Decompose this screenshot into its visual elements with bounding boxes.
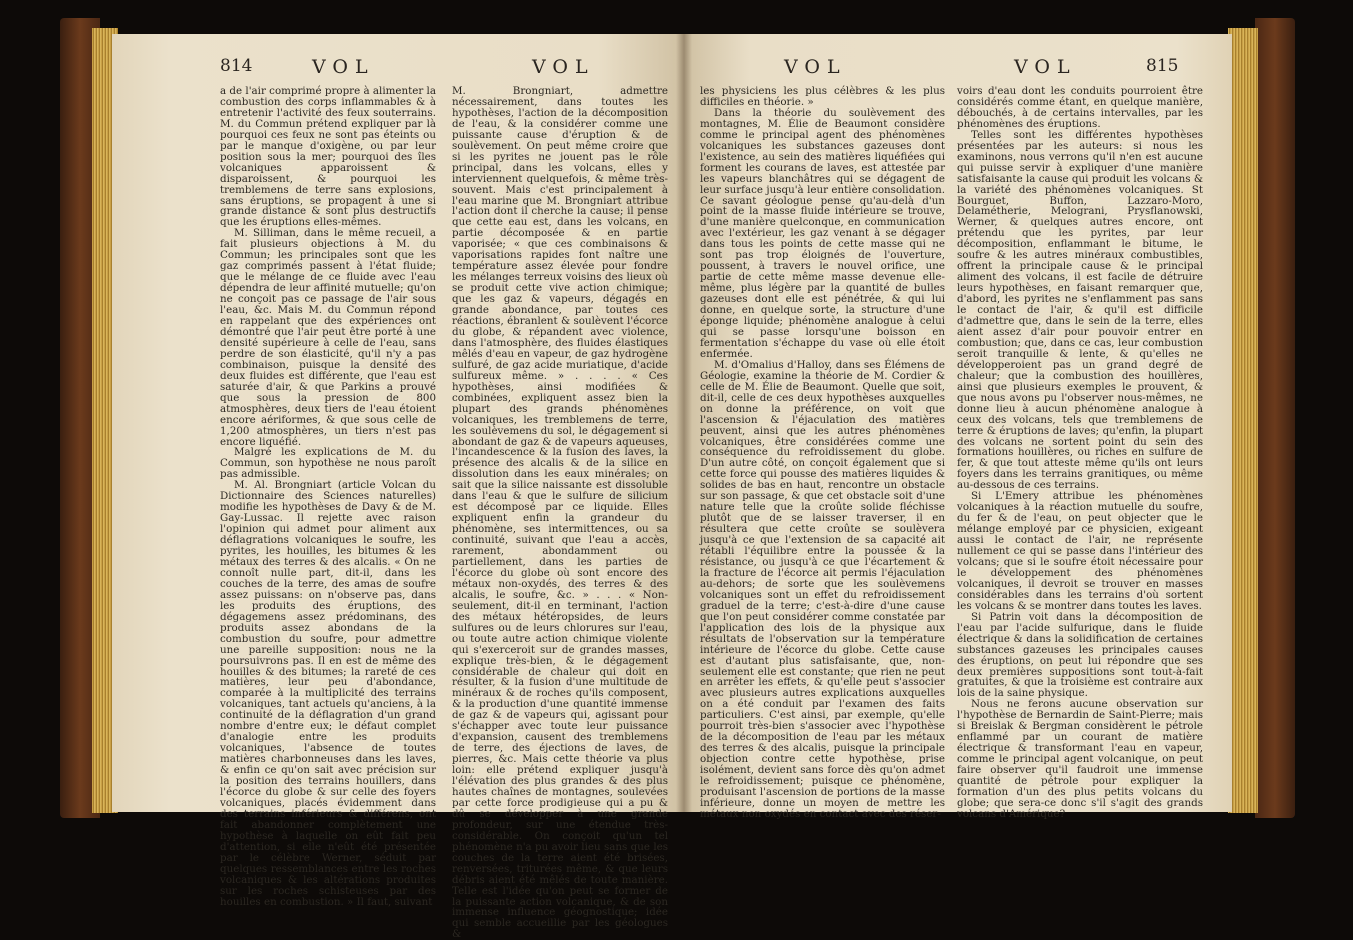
paragraph: les physiciens les plus célèbres & les plus difficiles en théorie. » (700, 85, 945, 108)
running-header-right: VOL (1014, 56, 1077, 78)
book-cover-right (1255, 18, 1295, 818)
paragraph: M. d'Omalius d'Halloy, dans ses Élémens de Géologie, examine la théorie de M. Cordier & celle de M. Élie de Beaumont. Quelle que soit, dit-il, celle de ces deux hypothèses auxquelles on donne la préférence, on voit que l'ascension & l'éjaculation des matières peuvent, ainsi que les autres phénomènes volcaniques, être considérées comme une conséquence du refroidissement du globe. D'un autre côté, on conçoit également que si cette force qui pousse des matières liquides & solides de bas en haut, rencontre un obstacle sur son passage, & que cet obstacle soit d'une nature telle que la croûte solide fléchisse plutôt que de se laisser traverser, il en résultera que cette croûte se soulèvera jusqu'à ce que l'extension de sa capacité ait rétabli l'équilibre entre la poussée & la résistance, ou jusqu'à ce que l'écartement & la fracture de l'écorce ait permis l'éjaculation au-dehors; de sorte que les soulèvemens volcaniques sont un effet du refroidissement graduel de la terre; c'est-à-dire d'une cause que l'on peut considérer comme constatée par l'application des lois de la physique aux résultats de l'observation sur la température intérieure de l'écorce du globe. Cette cause est d'autant plus satisfaisante, que, non-seulement elle est constante; que rien ne peut en arrêter les effets, & qu'elle peut s'associer avec plusieurs autres explications auxquelles on a été conduit par l'examen des faits particuliers. C'est ainsi, par exemple, qu'elle pourroit très-bien s'associer avec l'hypothèse de la décomposition de l'eau par les métaux des terres & des alcalis, puisque la principale objection contre cette hypothèse, prise isolément, devient sans force dès qu'on admet le refroidissement; puisque ce phénomène, produisant l'ascension de portions de la masse inférieure, donne un moyen de mettre les métaux non oxydés en contact avec des réser- (700, 358, 945, 820)
running-header-right: VOL (532, 56, 595, 78)
text-column-2 (452, 86, 668, 940)
gilt-page-edges-right (1228, 28, 1258, 813)
left-page (112, 34, 684, 940)
page-number: 815 (1146, 56, 1179, 76)
paragraph: Si L'Emery attribue les phénomènes volcaniques à la réaction mutuelle du soufre, du fer & de l'eau, on peut objecter que le mélange employé par ce physicien, exigeant aussi le contact de l'air, ne représente nullement ce qui se passe dans l'intérieur des volcans; que si le soufre étoit nécessaire pour le développement des phénomènes volcaniques, il devroit se trouver en masses considérables dans les terrains d'où sortent les volcans & se montrer dans toutes les laves. (957, 490, 1203, 612)
paragraph: M. Al. Brongniart (article Volcan du Dictionnaire des Sciences naturelles) modifie les hypothèses de Davy & de M. Gay-Lussac. Il rejette avec raison l'opinion qui admet pour aliment aux déflagrations volcaniques le soufre, les pyrites, les houilles, les bitumes & les métaux des terres & des alcalis. « On ne connoît nulle part, dit-il, dans les couches de la terre, des amas de soufre assez puissans: on n'observe pas, dans les produits des éruptions, des dégagemens assez prédominans, des produits assez abondans de la combustion du soufre, pour admettre une pareille supposition: nous ne la poursuivrons pas. Il en est de même des houilles & des bitumes; la rareté de ces matières, leur peu d'abondance, comparée à la multiplicité des terrains volcaniques, tant actuels qu'anciens, à la continuité de la déflagration d'un grand nombre d'entre eux; le défaut complet d'analogie entre les produits volcaniques, l'absence de toutes matières charbonneuses dans les laves, & enfin ce qu'on sait avec précision sur la position des terrains houillers, dans l'écorce du globe & sur celle des foyers volcaniques, placés évidemment dans des terrains inférieurs & différens, ont fait abandonner complètement une hypothèse à laquelle on eût fait peu d'attention, si elle n'eût été présentée par le célèbre Werner, séduit par quelques ressemblances entre les roches volcaniques & les altérations produites sur les roches schisteuses par des houilles en combustion. » Il faut, suivant (220, 479, 436, 908)
paragraph: Malgré les explications de M. du Commun, son hypothèse ne nous paroît pas admissible. (220, 446, 436, 481)
text-column-1 (700, 86, 945, 820)
right-page (684, 34, 1232, 820)
paragraph: Telles sont les différentes hypothèses présentées par les auteurs: si nous les examinons, nous verrons qu'il n'en est aucune qui puisse servir à expliquer d'une manière satisfaisante la cause qui produit les volcans & la variété des phénomènes volcaniques. St Bourguet, Buffon, Lazzaro-Moro, Delamétherie, Melograni, Prysflanowski, Werner, & quelques autres encore, ont prétendu que les pyrites, par leur décomposition, enflammant le bitume, le soufre & les autres minéraux combustibles, offrent la principale cause & le principal aliment des volcans, il est facile de détruire leurs hypothèses, en faisant remarquer que, d'abord, les pyrites ne s'enflamment pas sans le contact de l'air, & qu'il est difficile d'admettre que, dans le sein de la terre, elles aient assez d'air pour pouvoir entrer en combustion; que, dans ce cas, leur combustion seroit tranquille & lente, & qu'elles ne développeroient pas un grand degré de chaleur; que la combustion des houillères, ainsi que plusieurs exemples le prouvent, & que nous avons pu l'observer nous-mêmes, ne donne lieu à aucun phénomène analogue à ceux des volcans, tels que tremblemens de terre & éruptions de laves; qu'enfin, la plupart des volcans ne sortent point du sein des formations houillères, ou riches en sulfure de fer, & que tout atteste même qu'ils ont leurs foyers dans les terrains granitiques, ou même au-dessous de ces terrains. (957, 128, 1203, 492)
paragraph: Nous ne ferons aucune observation sur l'hypothèse de Bernardin de Saint-Pierre; mais si Breislak & Bergman considèrent le pétrole enflammé par un courant de matière électrique & transformant l'eau en vapeur, comme le principal agent volcanique, on peut faire observer qu'il faudroit une immense quantité de pétrole pour expliquer la formation d'un des plus petits volcans du globe; que sera-ce donc s'il s'agit des grands volcans d'Amérique? (957, 698, 1203, 820)
text-column-2 (957, 86, 1203, 820)
running-header-left: VOL (312, 56, 375, 78)
paragraph: Dans la théorie du soulèvement des montagnes, M. Élie de Beaumont considère comme le principal agent des phénomènes volcaniques les substances gazeuses dont l'existence, au sein des matières liquéfiées qui forment les courans de laves, est attestée par les vapeurs blanchâtres qui se dégagent de leur surface jusqu'à leur entière consolidation. Ce savant géologue pense qu'au-delà d'un point de la masse fluide intérieure se trouve, d'une manière quelconque, en communication avec l'extérieur, les gaz venant à se dégager dans tous les points de cette masse qui ne sont pas trop éloignés de l'ouverture, poussent, à travers le nouvel orifice, une partie de cette même masse devenue elle-même, plus légère par la quantité de bulles gazeuses dont elle est pénétrée, & qui lui donne, en quelque sorte, la structure d'une éponge liquide; phénomène analogue à celui qui se passe lorsqu'une boisson en fermentation s'échappe du vase où elle étoit enfermée. (700, 106, 945, 360)
page-number: 814 (220, 56, 253, 76)
running-header-left: VOL (784, 56, 847, 78)
paragraph: Si Patrin voit dans la décomposition de l'eau par l'acide sulfurique, dans le fluide électrique & dans la solidification de certaines substances gazeuses les principales causes des éruptions, on peut lui répondre que ses deux premières suppositions sont tout-à-fait gratuites, & que la troisième est contraire aux lois de la saine physique. (957, 610, 1203, 700)
paragraph: M. Silliman, dans le même recueil, a fait plusieurs objections à M. du Commun; les principales sont que les gaz comprimés passent à l'état fluide; que le mélange de ce fluide avec l'eau dépendra de leur affinité mutuelle; qu'on ne conçoit pas ce passage de l'air sous l'eau, &c. Mais M. du Commun répond en rappelant que des expériences ont démontré que l'air peut être porté à une densité supérieure à celle de l'eau, sans perdre de son élasticité, qu'il n'y a pas combinaison, puisque la densité des deux fluides est différente, que l'eau est saturée d'air, & que Parkins a prouvé que sous la pression de 800 atmosphères, deux tiers de l'eau étoient encore aériformes, & que sous celle de 1,200 atmosphères, un tiers n'est pas encore liquéfié. (220, 227, 436, 448)
paragraph: M. Brongniart, admettre nécessairement, dans toutes les hypothèses, l'action de la décomposition de l'eau, & la considérer comme une puissante cause d'éruption & de soulèvement. On peut même croire que si les pyrites ne jouent pas le rôle principal, dans les volcans, elles y interviennent quelquefois, & même très-souvent. Mais c'est principalement à l'eau marine que M. Brongniart attribue l'action dont il cherche la cause; il pense que cette eau est, dans les volcans, en partie décomposée & en partie vaporisée; « que ces combinaisons & vaporisations rapides font naître une température assez élevée pour fondre les mélanges terreux voisins des lieux où se produit cette vive action chimique; que les gaz & vapeurs, dégagés en grande abondance, par toutes ces réactions, ébranlent & soulèvent l'écorce du globe, & répandent avec violence, dans l'atmosphère, des fluides élastiques mêlés d'eau en vapeur, de gaz hydrogène sulfuré, de gaz acide muriatique, d'acide sulfureux même. » . . . . « Ces hypothèses, ainsi modifiées & combinées, expliquent assez bien la plupart des grands phénomènes volcaniques, les tremblemens de terre, les soulèvemens du sol, le dégagement si abondant de gaz & de vapeurs aqueuses, l'incandescence & la fusion des laves, la présence des alcalis & de la silice en dissolution dans les eaux minérales; on sait que la silice naissante est dissoluble dans l'eau & que le sulfure de silicium est décomposé par ce liquide. Elles expliquent enfin la grandeur du phénomène, ses intermittences, ou sa continuité, suivant que l'eau a accès, rarement, abondamment ou partiellement, dans les parties de l'écorce du globe où sont encore des métaux non-oxydés, des terres & des alcalis, le soufre, &c. » . . . « Non-seulement, dit-il en terminant, l'action des métaux hétéropsides, de leurs sulfures ou de leurs chlorures sur l'eau, ou toute autre action chimique violente qui s'exerceroit sur de grandes masses, explique très-bien, & le dégagement considérable de chaleur qui doit en résulter, & la fusion d'une multitude de minéraux & de roches qu'ils composent, & la production d'une quantité immense de gaz & de vapeurs qui, agissant pour s'échapper avec toute leur puissance d'expansion, causent des tremblemens de terre, des éjections de laves, de pierres, &c. Mais cette théorie va plus loin: elle prétend expliquer jusqu'à l'élévation des plus grandes & des plus hautes chaînes de montagnes, soulevées par cette force prodigieuse qui a pu & dû se développer à une grande profondeur, sur une étendue très-considérable. On conçoit qu'un tel phénomène n'a pu avoir lieu sans que les couches de la terre aient été brisées, renversées, triturées même, & que leurs débris aient été mêlés de toute manière. Telle est l'idée qu'on peut se former de la puissante action volcanique, & de son immense influence géognostique; idée qui semble accueillie par les géologues & (452, 85, 668, 940)
book-gutter-shadow (676, 34, 692, 812)
paragraph: a de l'air comprimé propre à alimenter la combustion des corps inflammables & à entretenir l'activité des feux souterrains. M. du Commun prétend expliquer par là pourquoi ces feux ne sont pas éteints ou par le manque d'oxigène, ou par leur position sous la mer; pourquoi des îles volcaniques apparoissent & disparoissent, & pourquoi les tremblemens de terre sans explosions, sans éruptions, se propagent à une si grande distance & sont plus destructifs que les éruptions elles-mêmes. (220, 85, 436, 229)
paragraph: voirs d'eau dont les conduits pourroient être considérés comme étant, en quelque manière, débouchés, à de certains intervalles, par les phénomènes des éruptions. (957, 85, 1203, 130)
text-column-1 (220, 86, 436, 907)
